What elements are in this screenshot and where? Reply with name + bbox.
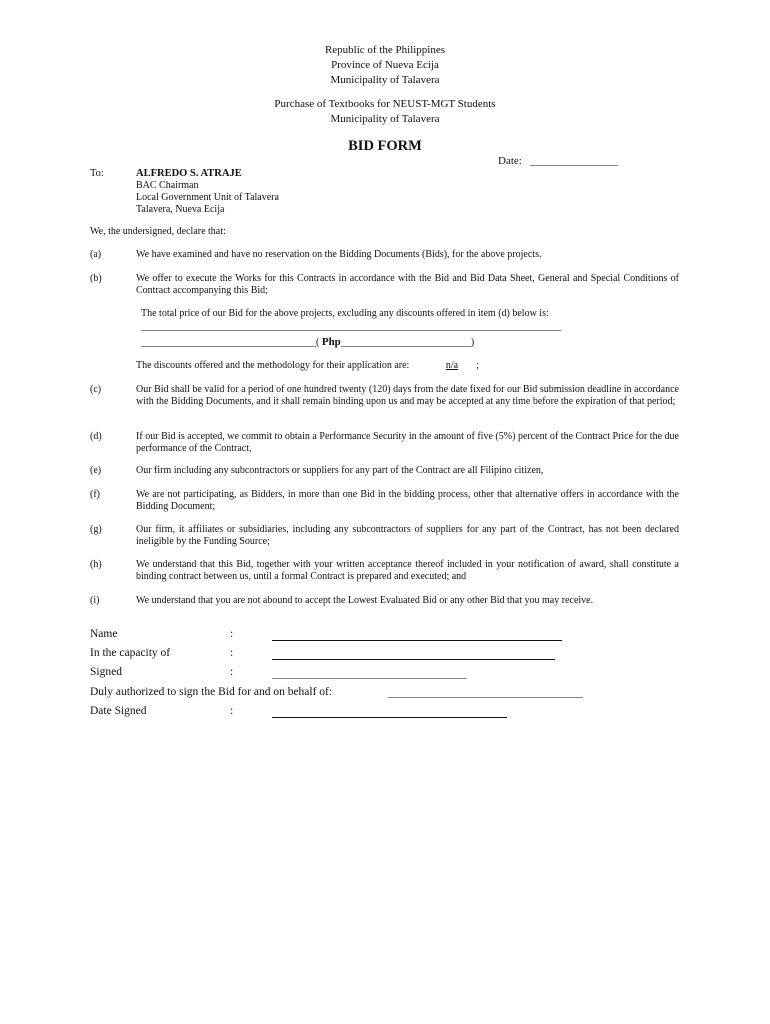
total-price-text: The total price of our Bid for the above projects, excluding any discounts offered in item (d) below is: — [141, 308, 549, 319]
item-g-label: (g) — [90, 524, 102, 535]
item-e-label: (e) — [90, 465, 102, 476]
item-a-text: We have examined and have no reservation on the Bidding Documents (Bids), for the above projects. — [136, 249, 542, 260]
header-block — [0, 43, 770, 88]
name-colon: : — [230, 628, 234, 640]
name-label: Name — [90, 628, 118, 640]
total-price-line: ____________________________________________________________________________________ — [141, 321, 561, 332]
total-price-php — [141, 336, 474, 349]
item-d-label: (d) — [90, 431, 102, 442]
item-b-text: We offer to execute the Works for this Contracts in accordance with the Bid and Bid Data Sheet, General and Special Conditions of Contract accompanying this Bid; — [136, 273, 679, 296]
discounts-row — [136, 360, 479, 372]
item-i-label: (i) — [90, 595, 100, 606]
signed-colon: : — [230, 666, 234, 678]
authorized-label: Duly authorized to sign the Bid for and on behalf of: — [90, 686, 333, 698]
project-block — [0, 97, 770, 127]
item-i-text: We understand that you are not abound to accept the Lowest Evaluated Bid or any other Bid that you may receive. — [136, 595, 594, 606]
signed-field[interactable]: _______________________________________ — [272, 669, 467, 680]
php-label: Php — [321, 336, 341, 348]
header-province: Province of Nueva Ecija — [331, 59, 439, 71]
capacity-colon: : — [230, 647, 234, 659]
capacity-label: In the capacity of — [90, 647, 171, 659]
item-c-label: (c) — [90, 384, 102, 395]
date-signed-label: Date Signed — [90, 705, 147, 717]
addressee-position: BAC Chairman — [136, 180, 199, 191]
date-signed-field[interactable] — [272, 717, 507, 718]
date-field — [498, 155, 618, 167]
authorized-field[interactable]: _______________________________________ — [388, 688, 583, 699]
item-a-label: (a) — [90, 249, 102, 260]
addressee-name: ALFREDO S. ATRAJE — [136, 168, 242, 179]
php-suffix-blank: __________________________) — [340, 337, 475, 348]
discounts-end: ; — [476, 360, 479, 371]
page-title: BID FORM — [348, 138, 422, 154]
item-b-label: (b) — [90, 273, 102, 284]
date-signed-colon: : — [230, 705, 234, 717]
item-f-label: (f) — [90, 489, 100, 500]
item-h-text: We understand that this Bid, together with your written acceptance thereof included in your notification of award, shall constitute a binding contract between us, until a formal Contract is prepared and executed; and — [136, 559, 679, 582]
header-country: Republic of the Philippines — [324, 44, 446, 56]
signed-label: Signed — [90, 666, 122, 678]
name-field[interactable] — [272, 640, 562, 641]
date-blank: ________________ — [530, 155, 619, 167]
date-label: Date: — [498, 155, 522, 167]
item-g-text: Our firm, it affiliates or subsidiaries, including any subcontractors of suppliers for any part of the Contract, has not been declared ineligible by the Funding Source; — [136, 524, 679, 547]
item-f-text: We are not participating, as Bidders, in more than one Bid in the bidding process, other that alternative offers in accordance with the Bidding Document; — [136, 489, 679, 512]
php-prefix-blank: ___________________________________( — [141, 337, 322, 348]
item-h-label: (h) — [90, 559, 102, 570]
intro-text: We, the undersigned, declare that: — [90, 226, 226, 237]
project-title: Purchase of Textbooks for NEUST-MGT Students — [274, 98, 496, 110]
project-municipality: Municipality of Talavera — [330, 113, 440, 125]
item-c-text: Our Bid shall be valid for a period of one hundred twenty (120) days from the date fixed for our Bid submission deadline in accordance with the Bidding Documents, and it shall remain binding upon us and may be accepted at any time before the expiration of that period; — [136, 384, 679, 407]
to-label: To: — [90, 168, 104, 179]
addressee-office: Local Government Unit of Talavera — [136, 192, 279, 203]
discounts-value: n/a — [445, 360, 459, 371]
item-d-text: If our Bid is accepted, we commit to obtain a Performance Security in the amount of five (5%) percent of the Contract Price for the due performance of the Contract, — [136, 431, 679, 454]
addressee-address: Talavera, Nueva Ecija — [136, 204, 225, 215]
discounts-text: The discounts offered and the methodology for their application are: — [136, 360, 410, 371]
addressee-block — [136, 168, 279, 216]
item-e-text: Our firm including any subcontractors or suppliers for any part of the Contract are all Filipino citizen, — [136, 465, 544, 476]
capacity-field[interactable] — [272, 659, 555, 660]
header-municipality: Municipality of Talavera — [330, 74, 440, 86]
